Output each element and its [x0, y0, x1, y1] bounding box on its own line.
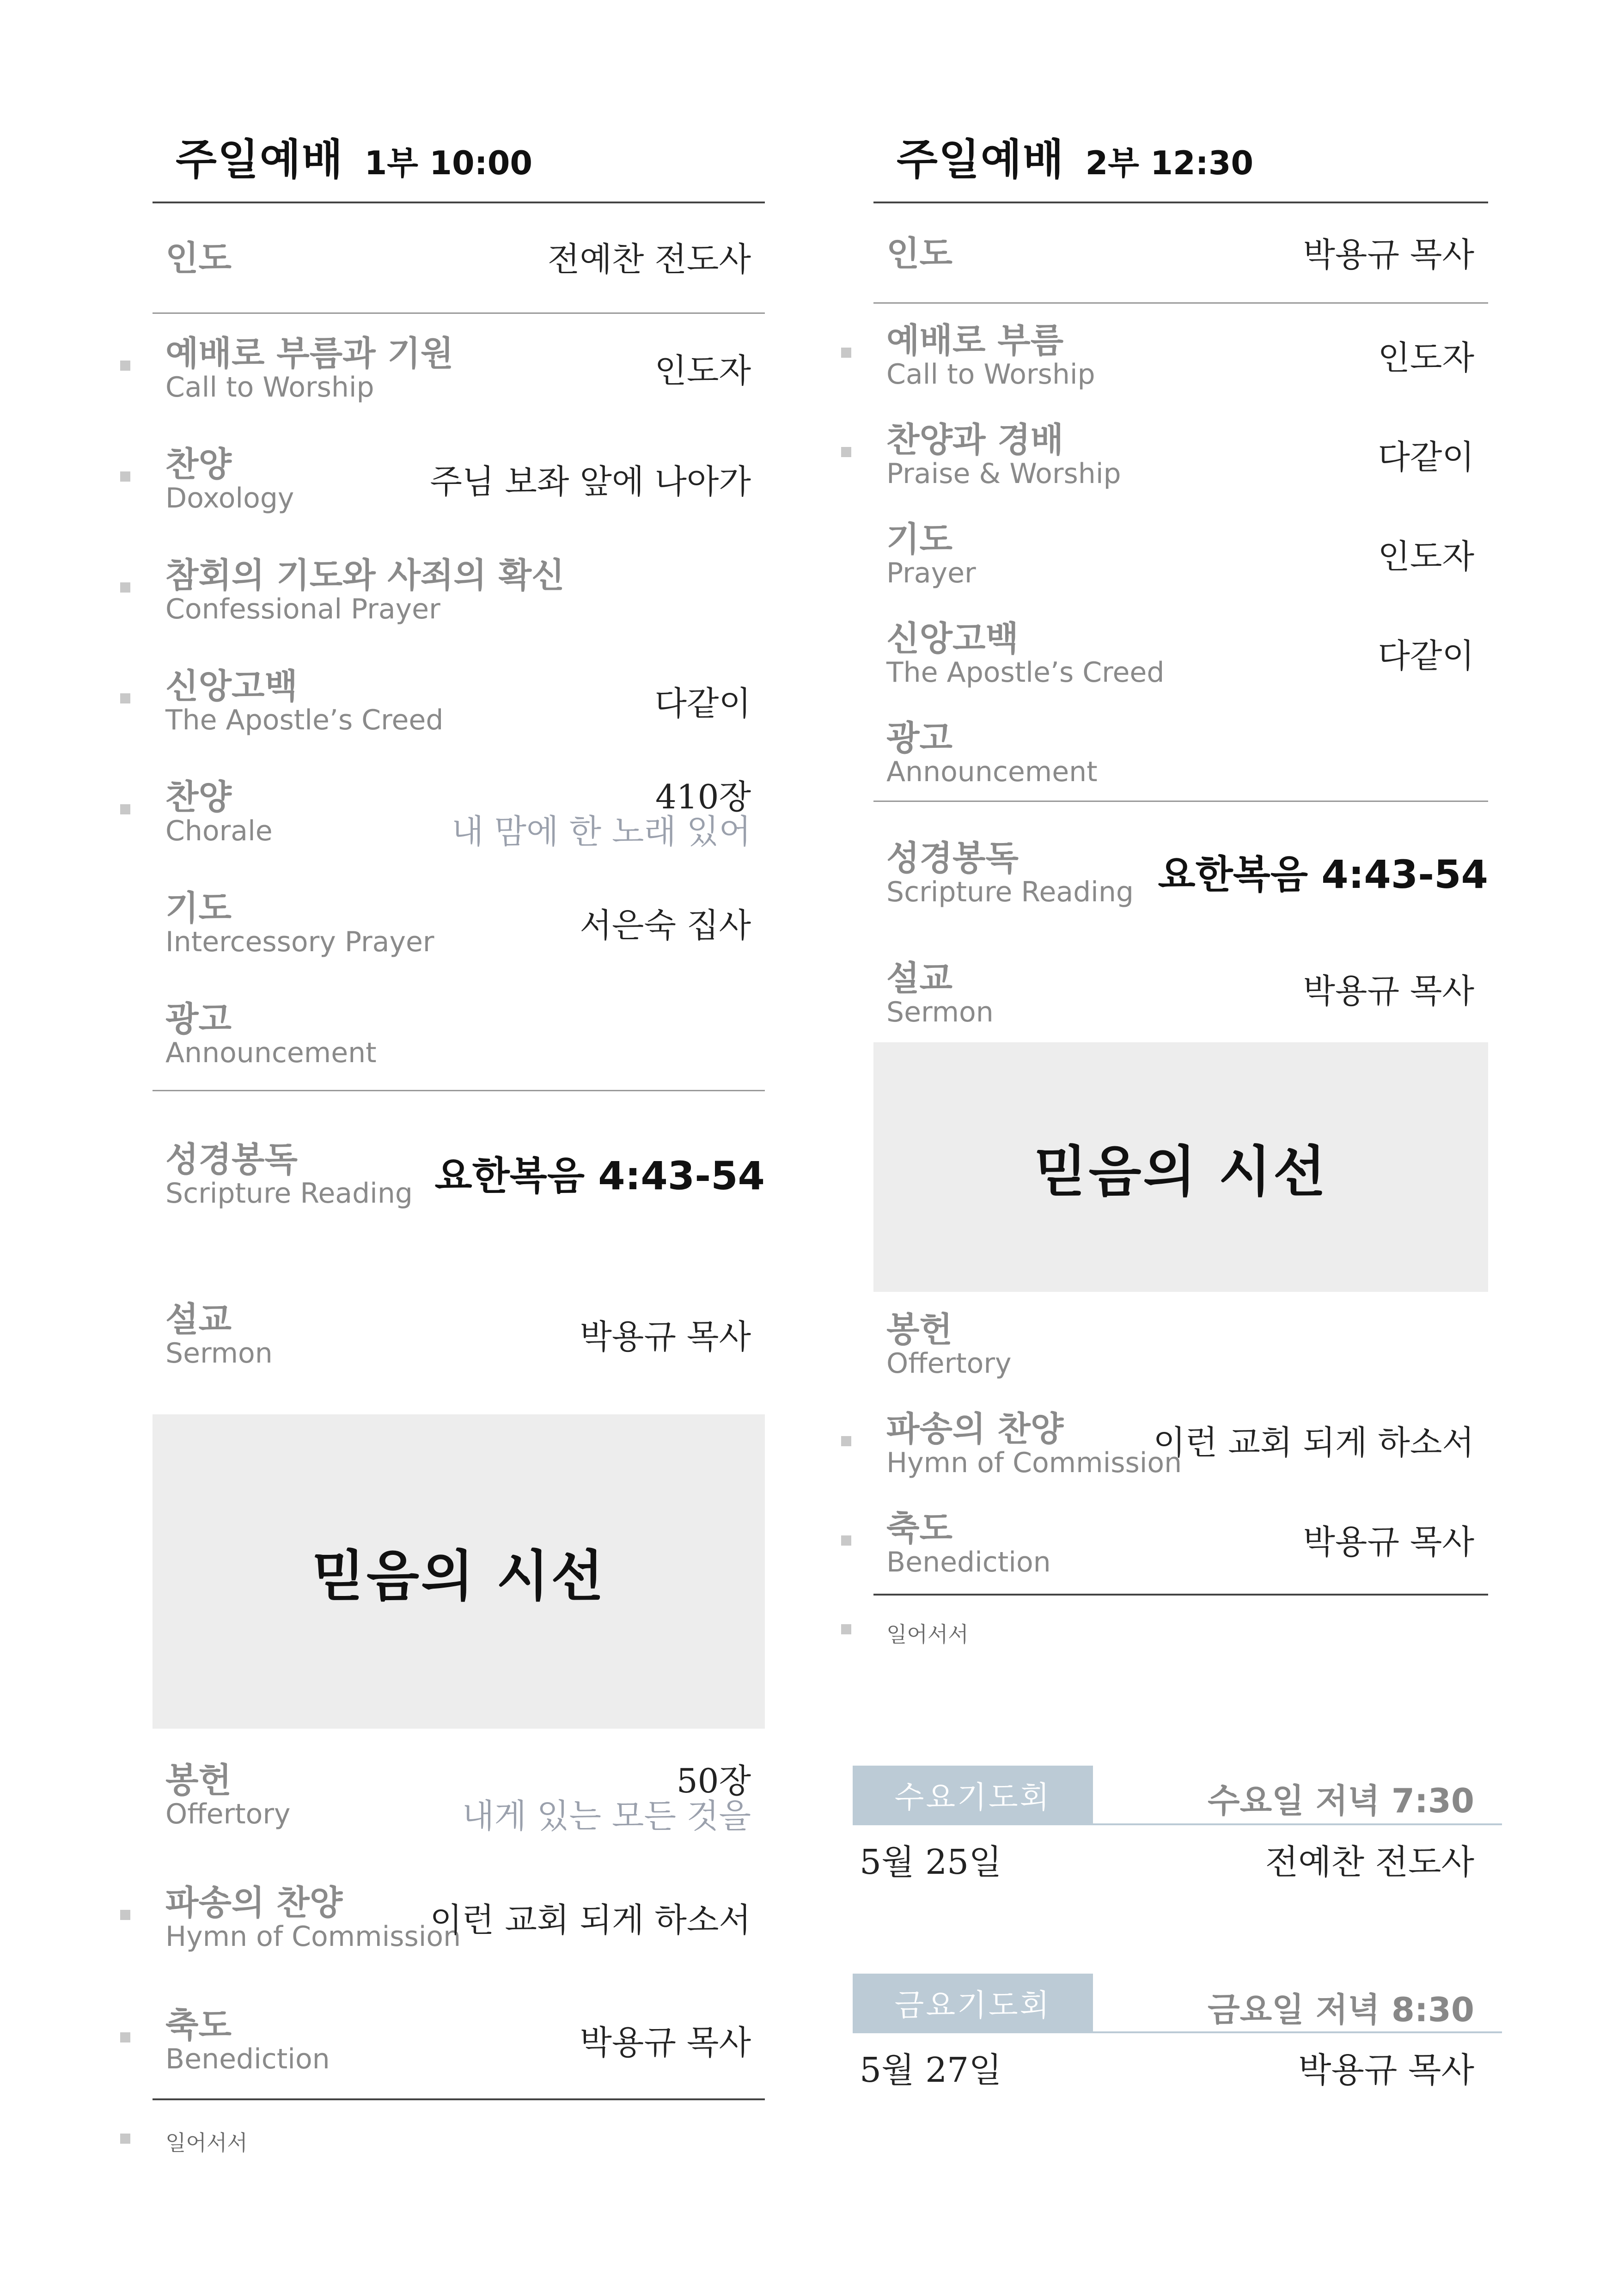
- item-korean: 파송의 찬양: [165, 1883, 343, 1923]
- item-korean: 파송의 찬양: [886, 1409, 1064, 1449]
- scripture-reference: 요한복음 4:43-54: [434, 1153, 765, 1198]
- item-korean: 기도: [886, 520, 952, 559]
- bullet-square: [120, 2032, 130, 2042]
- hymn-number: 50장: [676, 1761, 751, 1800]
- leader-name: 전예찬 전도사: [547, 240, 751, 279]
- prayer-meeting-date: 5월 25일: [860, 1842, 1002, 1882]
- item-korean: 설교: [886, 959, 952, 998]
- item-korean: 성경봉독: [165, 1140, 298, 1180]
- item-value: 인도자: [1378, 338, 1474, 377]
- item-english: Hymn of Commission: [886, 1447, 1182, 1479]
- divider: [153, 202, 765, 203]
- item-value: 다같이: [654, 684, 751, 723]
- service-title: 주일예배: [897, 135, 1065, 184]
- bullet-square: [120, 471, 130, 482]
- bullet-square: [841, 348, 851, 358]
- item-korean: 광고: [886, 718, 952, 758]
- item-english: Scripture Reading: [886, 876, 1134, 908]
- prayer-meeting-name: 금요기도회: [894, 1987, 1051, 2023]
- item-english: Scripture Reading: [165, 1177, 413, 1210]
- item-english: Offertory: [165, 1798, 291, 1830]
- item-korean: 성경봉독: [886, 838, 1019, 878]
- item-korean: 신앙고백: [165, 666, 298, 706]
- scripture-reference: 요한복음 4:43-54: [1158, 852, 1488, 897]
- prayer-meeting-time: 금요일 저녁 8:30: [1208, 1990, 1474, 2029]
- item-value: 서은숙 집사: [580, 906, 751, 945]
- item-english: Offertory: [886, 1347, 1012, 1380]
- prayer-meeting-leader: 박용규 목사: [1298, 2050, 1474, 2090]
- item-korean: 봉헌: [886, 1310, 952, 1350]
- stand-note: 일어서서: [165, 2130, 248, 2155]
- item-english: Sermon: [886, 996, 994, 1028]
- bullet-square: [120, 361, 130, 371]
- item-korean: 예배로 부름: [886, 321, 1064, 361]
- item-korean: 축도: [886, 1509, 952, 1548]
- bullet-square: [120, 693, 130, 703]
- item-value: 박용규 목사: [580, 2023, 751, 2062]
- divider: [153, 1090, 765, 1091]
- prayer-meeting-tag: [853, 1974, 1093, 2031]
- item-korean: 신앙고백: [886, 619, 1019, 659]
- prayer-meeting-name: 수요기도회: [894, 1779, 1051, 1815]
- item-korean: 봉헌: [165, 1761, 232, 1800]
- item-english: Doxology: [165, 482, 294, 514]
- service-title: 주일예배: [176, 135, 344, 184]
- item-value: 박용규 목사: [1303, 1523, 1474, 1561]
- item-korean: 찬양: [165, 777, 232, 817]
- item-korean: 참회의 기도와 사죄의 확신: [165, 556, 565, 595]
- hymn-number: 410장: [655, 777, 751, 816]
- bullet-square: [120, 582, 130, 593]
- item-english: Hymn of Commission: [165, 1920, 461, 1953]
- item-value: 이런 교회 되게 하소서: [1153, 1423, 1474, 1462]
- item-english: Praise & Worship: [886, 458, 1121, 490]
- service-time: 1부 10:00: [364, 144, 533, 182]
- preacher: 박용규 목사: [1303, 972, 1474, 1010]
- item-korean: 기도: [165, 888, 232, 928]
- service-time: 2부 12:30: [1085, 144, 1254, 182]
- service-1-title: [176, 126, 532, 187]
- item-english: Benediction: [886, 1546, 1051, 1578]
- leader-label: 인도: [886, 234, 952, 274]
- divider: [853, 1823, 1502, 1825]
- prayer-meeting-leader: 전예찬 전도사: [1265, 1842, 1474, 1882]
- sermon-title-box: [873, 1042, 1488, 1292]
- prayer-meeting-time: 수요일 저녁 7:30: [1208, 1781, 1474, 1820]
- item-english: Intercessory Prayer: [165, 926, 434, 958]
- item-korean: 광고: [165, 999, 232, 1039]
- bullet-square: [841, 447, 851, 457]
- item-korean: 축도: [165, 2006, 232, 2045]
- item-english: Benediction: [165, 2043, 330, 2075]
- hymn-title: 내 맘에 한 노래 있어: [452, 812, 751, 851]
- divider: [873, 801, 1488, 802]
- leader-name: 박용규 목사: [1303, 235, 1474, 274]
- divider: [853, 2031, 1502, 2033]
- bullet-square: [841, 1535, 851, 1546]
- bullet-square: [841, 1624, 851, 1634]
- prayer-meeting-tag: [853, 1766, 1093, 1823]
- item-english: Announcement: [165, 1037, 377, 1069]
- item-korean: 설교: [165, 1300, 232, 1339]
- bullet-square: [120, 1910, 130, 1920]
- divider: [873, 1594, 1488, 1596]
- item-korean: 찬양: [165, 445, 232, 484]
- bullet-square: [120, 2134, 130, 2144]
- stand-note: 일어서서: [886, 1622, 969, 1647]
- item-value: 이런 교회 되게 하소서: [430, 1901, 751, 1939]
- divider: [153, 2098, 765, 2100]
- item-korean: 찬양과 경배: [886, 420, 1064, 460]
- sermon-title: 믿음의 시선: [311, 1544, 606, 1608]
- divider: [873, 202, 1488, 203]
- item-english: The Apostle’s Creed: [886, 656, 1165, 689]
- item-english: Chorale: [165, 815, 273, 847]
- divider: [873, 302, 1488, 304]
- item-english: Confessional Prayer: [165, 593, 440, 625]
- hymn-title: 내게 있는 모든 것을: [462, 1797, 751, 1835]
- item-english: Call to Worship: [886, 358, 1095, 391]
- item-value: 다같이: [1378, 438, 1474, 477]
- item-value: 인도자: [654, 351, 751, 390]
- item-korean: 예배로 부름과 기원: [165, 334, 454, 373]
- item-value: 인도자: [1378, 537, 1474, 576]
- item-english: Sermon: [165, 1337, 273, 1370]
- divider: [153, 312, 765, 314]
- item-value: 주님 보좌 앞에 나아가: [430, 462, 751, 501]
- leader-label: 인도: [165, 238, 232, 278]
- bullet-square: [841, 1436, 851, 1446]
- service-2-title: [897, 126, 1253, 187]
- item-english: Prayer: [886, 557, 976, 589]
- item-english: Announcement: [886, 756, 1098, 788]
- item-english: Call to Worship: [165, 371, 374, 404]
- sermon-title: 믿음의 시선: [1034, 1140, 1328, 1204]
- preacher: 박용규 목사: [580, 1317, 751, 1356]
- bullet-square: [120, 804, 130, 814]
- sermon-title-box: [153, 1414, 765, 1729]
- item-english: The Apostle’s Creed: [165, 704, 444, 736]
- item-value: 다같이: [1378, 636, 1474, 675]
- prayer-meeting-date: 5월 27일: [860, 2050, 1002, 2090]
